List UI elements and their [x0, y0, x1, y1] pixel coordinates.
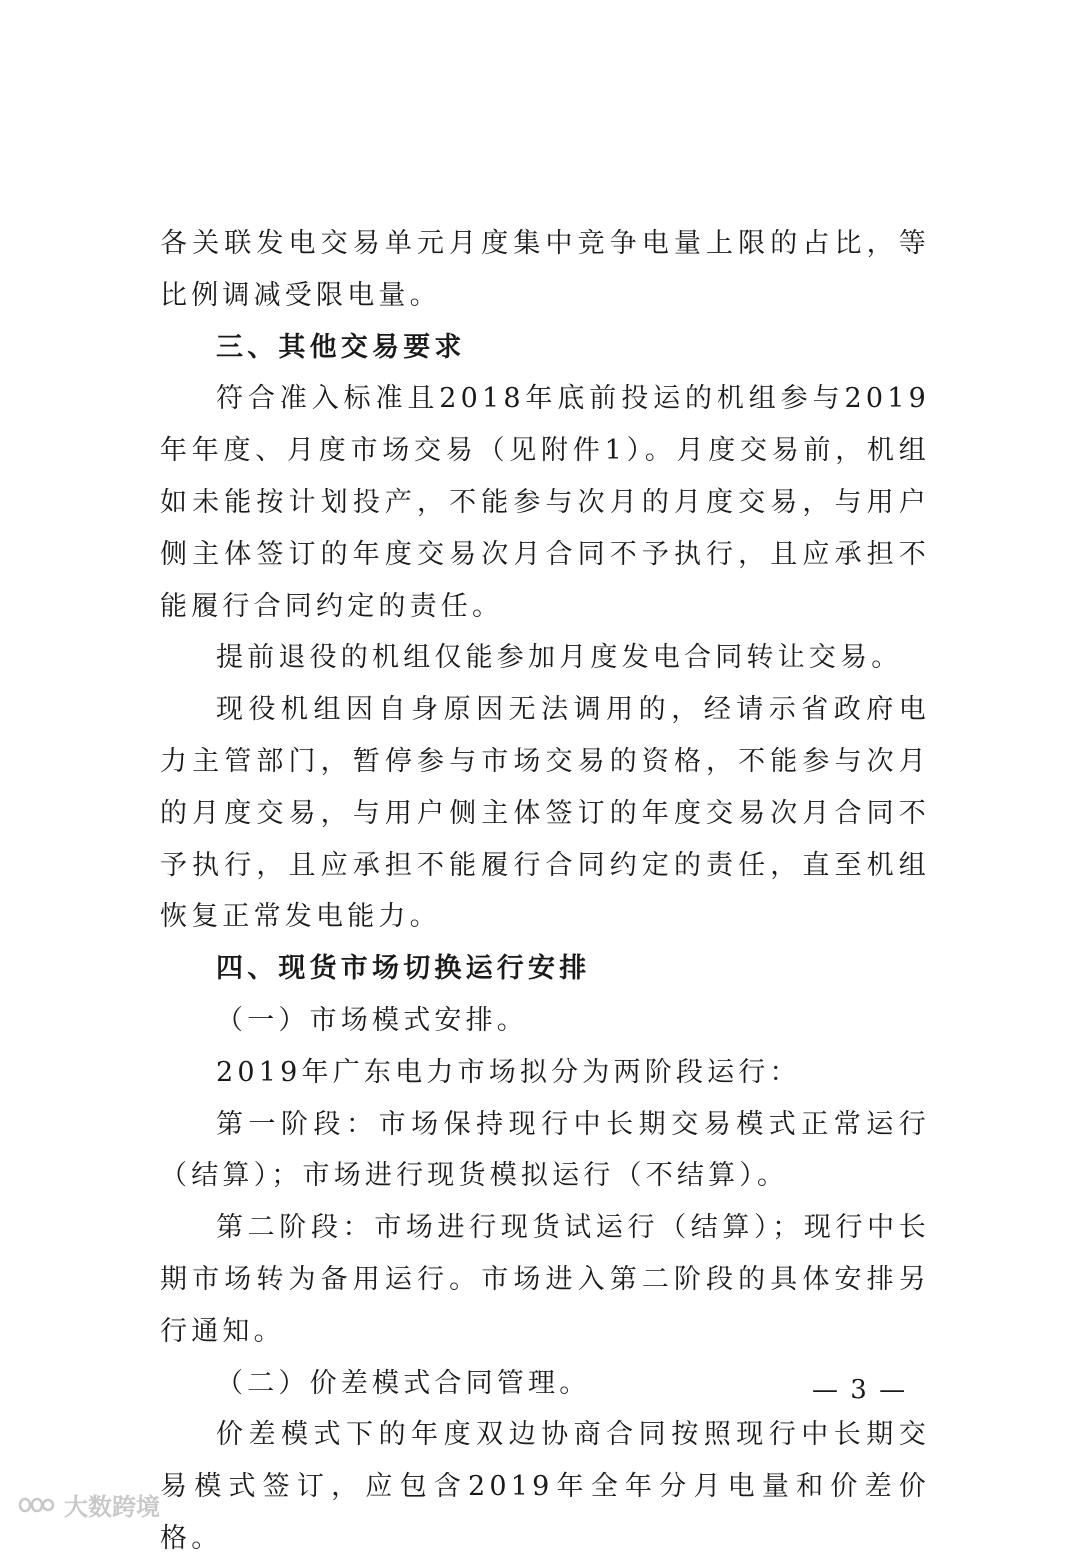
paragraph-continued: 各关联发电交易单元月度集中竞争电量上限的占比，等比例调减受限电量。	[160, 228, 930, 311]
subsection-heading-1: （一）市场模式安排。	[216, 1004, 528, 1036]
paragraph: 2019年广东电力市场拟分为两阶段运行：	[216, 1056, 801, 1088]
paragraph: 符合准入标准且2018年底前投运的机组参与2019年年度、月度市场交易（见附件1）。月度交易前，机组如未能按计划投产，不能参与次月的月度交易，与用户侧主体签订的年度交易次月合同不予执行，且应承担不能履行合同约定的责任。	[160, 383, 930, 622]
paragraph: 价差模式下的年度双边协商合同按照现行中长期交易模式签订，应包含2019年全年分月电量和价差价格。	[160, 1419, 930, 1554]
section-heading-4: 四、现货市场切换运行安排	[216, 953, 591, 985]
section-heading-3: 三、其他交易要求	[216, 331, 466, 363]
document-body	[160, 218, 930, 1565]
paragraph: 现役机组因自身原因无法调用的，经请示省政府电力主管部门，暂停参与市场交易的资格，不能参与次月的月度交易，与用户侧主体签订的年度交易次月合同不予执行，且应承担不能履行合同约定的责任，直至机组恢复正常发电能力。	[160, 694, 930, 933]
subsection-heading-2: （二）价差模式合同管理。	[216, 1367, 591, 1399]
watermark-logo-icon	[14, 1492, 56, 1518]
paragraph: 第二阶段：市场进行现货试运行（结算）；现行中长期市场转为备用运行。市场进入第二阶段的具体安排另行通知。	[160, 1212, 930, 1347]
watermark-text: 大数跨境	[64, 1493, 160, 1521]
paragraph: 提前退役的机组仅能参加月度发电合同转让交易。	[216, 642, 903, 674]
paragraph: 第一阶段：市场保持现行中长期交易模式正常运行（结算）；市场进行现货模拟运行（不结算）。	[160, 1108, 930, 1192]
watermark	[14, 1487, 160, 1522]
page-number: — 3 —	[812, 1375, 908, 1405]
